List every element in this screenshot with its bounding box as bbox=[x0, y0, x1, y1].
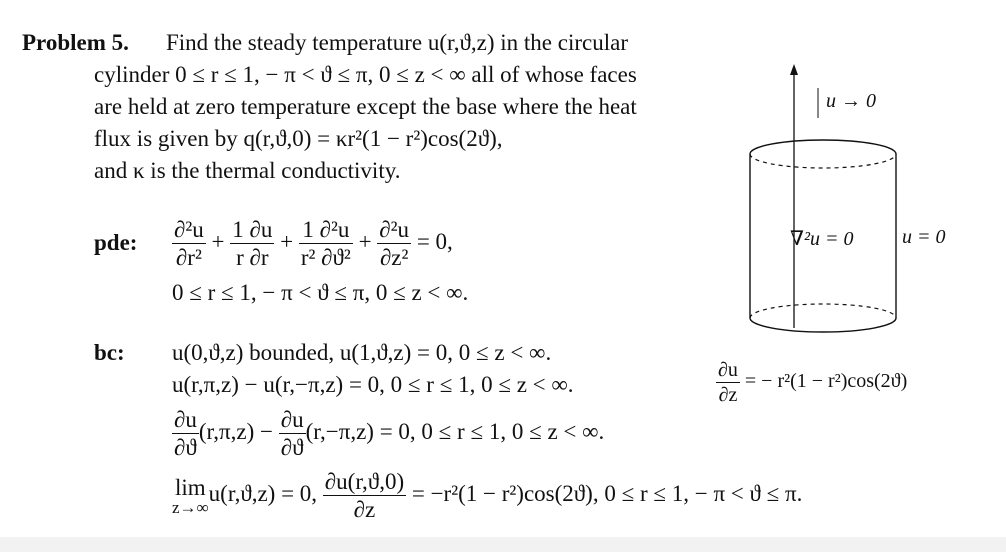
pde-term-2: $\frac{1 \partial u}{r \partial r}$ bbox=[232, 217, 273, 270]
limit-operator: lim z→∞ bbox=[172, 474, 209, 517]
cylinder-top-back bbox=[750, 140, 896, 154]
pde-term-3: $\frac{\text{1 ∂²u}}{\text{r² ∂ϑ²}}$ bbox=[300, 217, 351, 270]
cylinder-bottom-front bbox=[750, 318, 896, 332]
pde-equation: $\frac{\text{∂²u}}{\text{∂r²}}$ + $\frac{1 \partial u}{r \partial r}$ + $\frac{\text{1 ∂²u}}{\text{r² ∂ϑ²}}$ + $\frac{\text{∂²u}}{\text{∂z²}}$ = 0, bbox=[174, 217, 453, 270]
pde-term-1: $\frac{\text{∂²u}}{\text{∂r²}}$ bbox=[174, 217, 204, 270]
bc-line-2: u(r,π,z) − u(r,−π,z) = 0, 0 ≤ r ≤ 1, 0 ≤ z < ∞. bbox=[172, 372, 574, 397]
side-label: u = 0 bbox=[902, 226, 946, 248]
problem-line-2: cylinder 0 ≤ r ≤ 1, − π < ϑ ≤ π, 0 ≤ z < ∞ all of whose faces bbox=[94, 62, 637, 87]
problem-line-5: and κ is the thermal conductivity. bbox=[94, 158, 401, 183]
pde-rhs: = 0, bbox=[416, 228, 453, 254]
bc-line-1: u(0,ϑ,z) bounded, u(1,ϑ,z) = 0, 0 ≤ z < ∞. bbox=[172, 340, 552, 365]
bc-label: bc: bbox=[94, 340, 125, 365]
problem-line-3: are held at zero temperature except the base where the heat bbox=[94, 94, 637, 119]
pde-label: pde: bbox=[94, 230, 138, 255]
pde-term-4: $\frac{\text{∂²u}}{\text{∂z²}}$ bbox=[379, 217, 410, 270]
bc-flux-fraction: $\frac{\partial u(r,ϑ,0)}{\partial z}$ bbox=[324, 469, 405, 522]
top-label: u → 0 bbox=[826, 90, 876, 112]
bottom-band bbox=[0, 537, 1006, 552]
bc-line-3: $\frac{\partial u}{\partial ϑ}$ (r,π,z) − $\frac{\partial u}{\partial ϑ}$ (r,−π,z) = 0, 0 ≤ r ≤ 1, 0 ≤ z < ∞. bbox=[174, 407, 605, 460]
problem-line-4: flux is given by q(r,ϑ,0) = κr²(1 − r²)cos(2ϑ), bbox=[94, 126, 503, 151]
cylinder-top-front bbox=[750, 154, 896, 168]
base-flux-condition: $\frac{\partial u}{\partial z}$ = − r²(1 − r²)cos(2ϑ) bbox=[718, 359, 908, 406]
pde-domain: 0 ≤ r ≤ 1, − π < ϑ ≤ π, 0 ≤ z < ∞. bbox=[172, 280, 469, 305]
z-axis-arrow-icon bbox=[790, 64, 798, 75]
bc-deriv-theta-2: $\frac{\partial u}{\partial ϑ}$ bbox=[280, 407, 304, 460]
base-flux-fraction: $\frac{\partial u}{\partial z}$ bbox=[718, 359, 738, 406]
bc-deriv-theta-1: $\frac{\partial u}{\partial ϑ}$ bbox=[174, 407, 197, 460]
bc-line-4: lim z→∞ u(r,ϑ,z) = 0, $\frac{\partial u(r,ϑ,0)}{\partial z}$ = −r²(1 − r²)cos(2ϑ), 0 ≤ r ≤ 1, − π < ϑ ≤ π. bbox=[172, 469, 803, 522]
problem-label: Problem 5. bbox=[22, 30, 129, 55]
interior-label: ∇²u = 0 bbox=[790, 228, 854, 250]
cylinder-bottom-back bbox=[750, 304, 896, 318]
problem-line-1: Find the steady temperature u(r,ϑ,z) in the circular bbox=[166, 30, 628, 55]
